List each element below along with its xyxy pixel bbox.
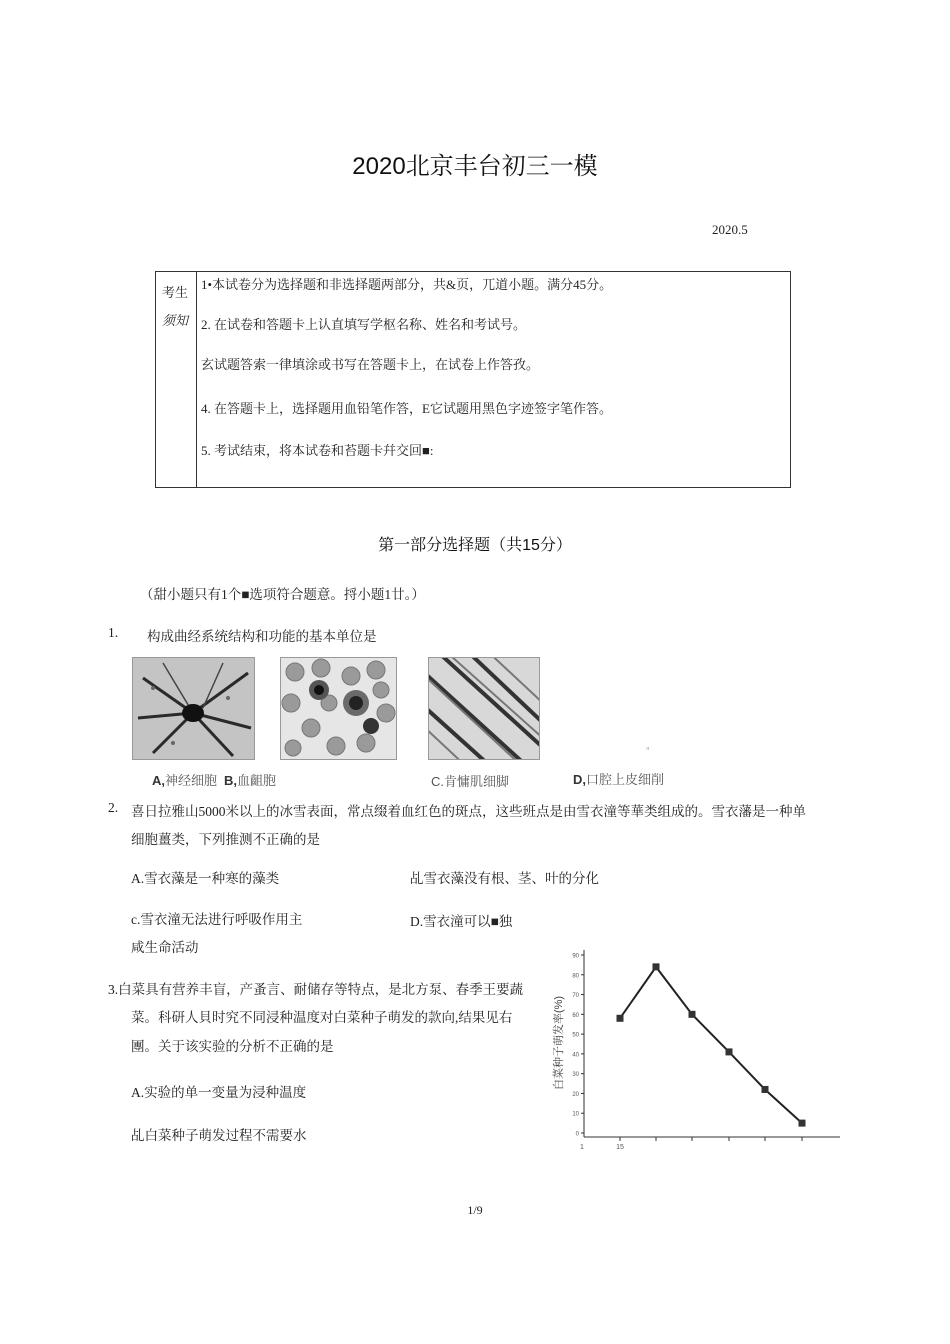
q2-option-d[interactable]: D.雪衣潼可以■独 [410, 914, 513, 929]
q1-option-d-text: 口腔上皮细削 [586, 772, 665, 787]
notice-line: 玄试题答索一律填涂或书写在答题卡上，在试卷上作答孜。 [201, 357, 540, 372]
chart-data-point [799, 1120, 806, 1127]
q2-option-b[interactable]: 乩雪衣藻没有根、茎、叶的分化 [410, 871, 599, 886]
notice-label-column [156, 272, 197, 487]
chart-y-tick-label: 0 [575, 1131, 579, 1138]
q1-option-b-text: 血齟胞 [237, 773, 277, 788]
chart-series-line [620, 967, 802, 1123]
q2-stem-line1: 喜日拉雅山5000米以上的冰雪表面，常点缀着血红色的斑点，这些班点是由雪衣潼等華类组成的。雪衣藩是一种单 [131, 804, 806, 819]
muscle-micrograph [428, 657, 540, 760]
notice-label-top: 考生 [162, 285, 189, 300]
q1-stem: 构成曲经系统结构和功能的基本单位是 [147, 629, 377, 644]
chart-y-tick-label: 40 [572, 1052, 579, 1059]
notice-line: 1•本试卷分为选择题和非选择题两部分，共&页，兀道小题。满分45分。 [201, 277, 613, 292]
chart-data-point [617, 1015, 624, 1022]
page-number: 1/9 [467, 1203, 483, 1217]
chart-ticks [572, 954, 802, 1152]
chart-y-axis-label: 白菜种子萌发率(%) [553, 995, 565, 1091]
chart-y-tick-label: 60 [572, 1012, 579, 1019]
q1-option-c[interactable]: C.肯慵肌细脚 [431, 774, 510, 789]
q1-option-b[interactable] [224, 770, 276, 789]
chart-x-tick-label: 1 [580, 1144, 584, 1151]
notice-line: 4. 在答题卡上，选择题用血铅笔作答，E它试题用黑色字迹签字笔作答。 [201, 401, 612, 416]
q2-option-a[interactable]: A.雪衣藻是一种寒的藻类 [131, 871, 280, 886]
chart-data-point [689, 1011, 696, 1018]
chart-y-tick-label: 90 [572, 953, 579, 960]
page-title: 2020北京丰台初三一模 [352, 153, 598, 180]
exam-date: 2020.5 [712, 222, 748, 237]
chart-y-tick-label: 10 [572, 1111, 579, 1118]
notice-label-bottom: 须知 [162, 313, 189, 328]
q1-number: 1. [108, 625, 119, 640]
q1-option-a[interactable] [152, 770, 217, 789]
chart-data-point [653, 963, 660, 970]
chart-y-tick-label: 50 [572, 1032, 579, 1039]
q2-option-c-line1[interactable]: c.雪衣潼无法进行呼吸作用主 [131, 912, 303, 927]
q1-option-a-text: 神经细胞 [165, 773, 218, 788]
section-instruction: （甜小题只有1个■选项符合题意。捋小题1廿。） [140, 587, 425, 602]
neuron-micrograph [132, 657, 255, 760]
section-title: 第一部分选择题（共15分） [378, 537, 572, 554]
q1-option-b-letter: B, [224, 773, 237, 788]
q1-option-d-letter: D, [573, 772, 586, 787]
q3-stem-line3: 團。关于该实验的分析不正确的是 [131, 1039, 334, 1054]
q1-option-a-letter: A, [152, 773, 165, 788]
notice-line: 2. 在试卷和答题卡上认直填写学枢名称、姓名和考试号。 [201, 317, 527, 332]
q2-number: 2. [108, 800, 119, 815]
chart-data-point [762, 1086, 769, 1093]
blood-cell-micrograph [280, 657, 397, 760]
chart-y-tick-label: 80 [572, 973, 579, 980]
q2-option-c-line2: 咸生命活动 [131, 940, 199, 955]
q2-stem-line2: 细胞薑类，下列推测不正确的是 [131, 832, 320, 847]
chart-data-point [726, 1048, 733, 1055]
neuron-image [133, 658, 254, 759]
q3-option-a[interactable]: A.实验的单一变量为浸种温度 [131, 1085, 307, 1100]
notice-box [155, 271, 791, 488]
stray-mark: " [646, 746, 650, 756]
q3-option-b[interactable]: 乩白菜种子萌发过程不需要水 [131, 1128, 307, 1143]
blood-cells-image [281, 658, 396, 759]
notice-line: 5. 考试结束，将本试卷和苔题卡幷交回■: [201, 443, 434, 458]
chart-series [617, 963, 806, 1126]
muscle-fiber-image [429, 658, 539, 759]
q3-stem-line1: 3.白菜具有营养丰盲，产蚤言、耐储存等特点，是北方泵、春季王要蔬 [108, 982, 524, 997]
q1-option-d[interactable] [573, 769, 664, 788]
chart-x-tick-label: 15 [616, 1144, 624, 1151]
chart-y-tick-label: 20 [572, 1091, 579, 1098]
chart-y-tick-label: 30 [572, 1072, 579, 1079]
chart-y-tick-label: 70 [572, 993, 579, 1000]
chart-axes [584, 950, 840, 1137]
q3-stem-line2: 菜。科研人貝时究不同浸种温度对白菜种子萌发的款向,结果见右 [131, 1010, 513, 1025]
germination-chart [545, 940, 845, 1160]
